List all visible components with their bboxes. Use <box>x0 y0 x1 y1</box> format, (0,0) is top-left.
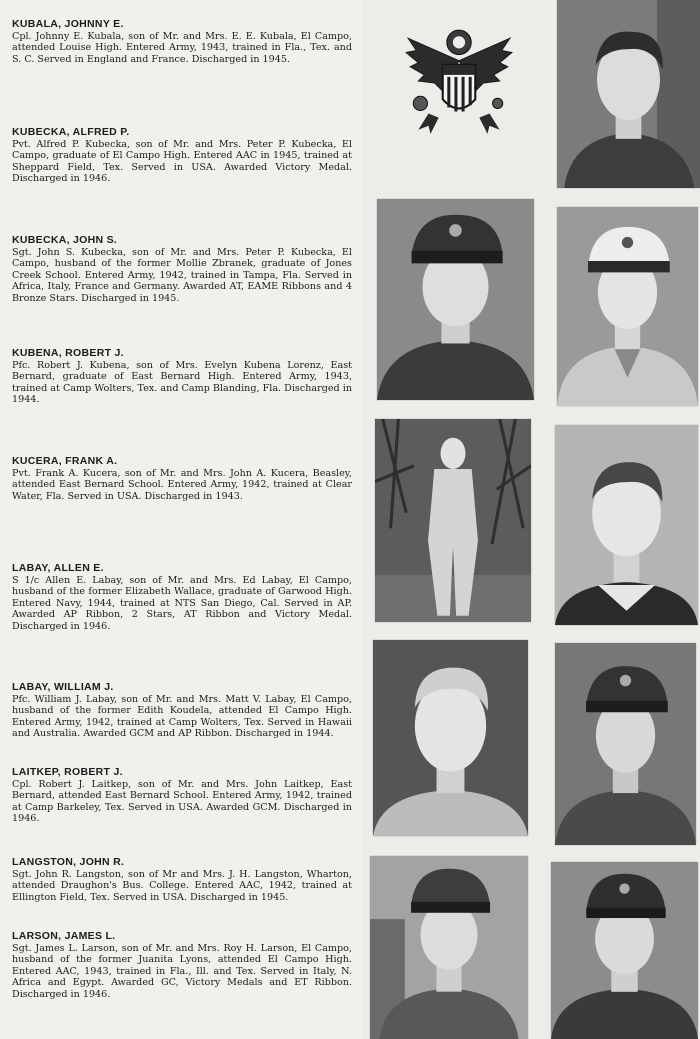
portrait-photo <box>370 856 528 1039</box>
entry-labay-allen <box>12 562 352 632</box>
entry-bio: Sgt. John R. Langston, son of Mr and Mrs. J. H. Langston, Wharton, attended Draughon's Bus. College. Entered AAC, 1942, trained at Ellington Field, Tex. Served in USA. Discharged in 1945. <box>12 869 352 903</box>
entry-bio: Cpl. Johnny E. Kubala, son of Mr. and Mrs. E. E. Kubala, El Campo, attended Louise High. Entered Army, 1943, trained in Fla., Tex. and S. C. Served in England and France. Discharged in 1945. <box>12 31 352 65</box>
entry-bio: Pfc. William J. Labay, son of Mr. and Mrs. Matt V. Labay, El Campo, husband of the former Edith Koudela, attended El Campo High. Entered Army, 1942, trained at Camp Wolters, Tex. Served in Hawaii and Australia. Awarded GCM and AP Ribbon. Discharged in 1944. <box>12 694 352 740</box>
entry-laitkep-robert <box>12 766 352 825</box>
portrait-photo <box>555 425 698 625</box>
entry-name: KUCERA, FRANK A. <box>12 455 118 467</box>
entry-name: KUBECKA, JOHN S. <box>12 234 118 246</box>
entry-name: LAITKEP, ROBERT J. <box>12 766 123 778</box>
entry-name: LANGSTON, JOHN R. <box>12 856 125 868</box>
entry-kubala-johnny <box>12 18 352 65</box>
portrait-photo <box>551 862 698 1039</box>
entry-kucera-frank <box>12 455 352 502</box>
portrait-photo <box>377 199 534 400</box>
entry-name: KUBALA, JOHNNY E. <box>12 18 124 30</box>
entry-name: KUBECKA, ALFRED P. <box>12 126 130 138</box>
entry-kubecka-john <box>12 234 352 304</box>
entry-labay-william <box>12 681 352 740</box>
entry-bio: Pvt. Frank A. Kucera, son of Mr. and Mrs. John A. Kucera, Beasley, attended East Bernard School. Entered Army, 1942, trained at Clear Water, Fla. Served in USA. Discharged in 1943. <box>12 468 352 502</box>
entry-larson-james <box>12 930 352 1000</box>
eagle-insignia-icon <box>398 20 520 142</box>
entry-bio: Cpl. Robert J. Laitkep, son of Mr. and Mrs. John Laitkep, East Bernard, attended East Bernard School. Entered Army, 1942, trained at Camp Barkeley, Tex. Served in USA. Awarded GCM. Discharged in 1946. <box>12 779 352 825</box>
portrait-photo <box>557 207 698 406</box>
entry-bio: Sgt. John S. Kubecka, son of Mr. and Mrs. Peter P. Kubecka, El Campo, husband of the former Mollie Zbranek, graduate of Jones Creek School. Entered Army, 1942, trained in Tampa, Fla. Served in Africa, Italy, France and Germany. Awarded AT, EAME Ribbons and 4 Bronze Stars. Discharged in 1945. <box>12 247 352 304</box>
entry-name: LARSON, JAMES L. <box>12 930 116 942</box>
entry-name: KUBENA, ROBERT J. <box>12 347 124 359</box>
entry-bio: Sgt. James L. Larson, son of Mr. and Mrs. Roy H. Larson, El Campo, husband of the former Juanita Lyons, attended El Campo High. Entered AAC, 1943, trained in Fla., Ill. and Tex. Served in Italy, N. Africa and Egypt. Awarded GC, Victory Medals and ET Ribbon. Discharged in 1946. <box>12 943 352 1000</box>
entry-bio: S 1/c Allen E. Labay, son of Mr. and Mrs. Ed Labay, El Campo, husband of the former Elizabeth Wallace, graduate of Garwood High. Entered Navy, 1944, trained at NTS San Diego, Cal. Served in AP. Awarded AP Ribbon, 2 Stars, AT Ribbon and Victory Medal. Discharged in 1946. <box>12 575 352 632</box>
entry-kubena-robert <box>12 347 352 406</box>
entry-name: LABAY, WILLIAM J. <box>12 681 114 693</box>
entry-name: LABAY, ALLEN E. <box>12 562 104 574</box>
portrait-photo <box>375 419 531 622</box>
portrait-photo <box>373 640 528 836</box>
entry-bio: Pvt. Alfred P. Kubecka, son of Mr. and Mrs. Peter P. Kubecka, El Campo, graduate of El Campo High. Entered AAC in 1945, trained at Sheppard Field, Tex. Served in USA. Awarded Victory Medal. Discharged in 1946. <box>12 139 352 185</box>
portrait-photo <box>555 643 696 845</box>
entry-bio: Pfc. Robert J. Kubena, son of Mrs. Evelyn Kubena Lorenz, East Bernard, graduate of East Bernard High. Entered Army, 1943, trained at Camp Wolters, Tex. and Camp Blanding, Fla. Discharged in 1944. <box>12 360 352 406</box>
entry-kubecka-alfred <box>12 126 352 185</box>
entry-langston-john <box>12 856 352 903</box>
portrait-photo <box>557 0 700 188</box>
